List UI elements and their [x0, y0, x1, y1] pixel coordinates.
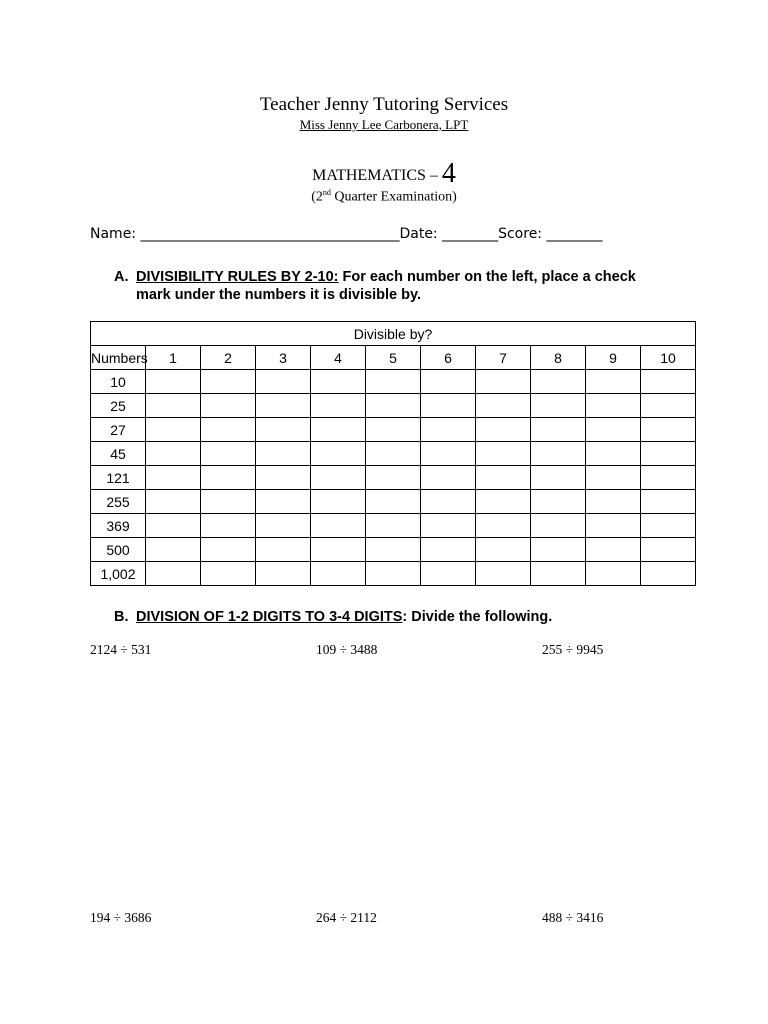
divisor-header: 2 [201, 346, 256, 370]
check-cell[interactable] [256, 442, 311, 466]
check-cell[interactable] [531, 418, 586, 442]
check-cell[interactable] [201, 466, 256, 490]
check-cell[interactable] [366, 442, 421, 466]
number-cell: 27 [91, 418, 146, 442]
check-cell[interactable] [476, 418, 531, 442]
division-problem: 109 ÷ 3488 [316, 642, 378, 657]
check-cell[interactable] [476, 394, 531, 418]
check-cell[interactable] [641, 442, 696, 466]
check-cell[interactable] [146, 538, 201, 562]
divisor-header: 10 [641, 346, 696, 370]
check-cell[interactable] [146, 394, 201, 418]
check-cell[interactable] [311, 418, 366, 442]
check-cell[interactable] [146, 514, 201, 538]
numbers-header: Numbers [91, 346, 146, 370]
divisor-header: 8 [531, 346, 586, 370]
check-cell[interactable] [476, 466, 531, 490]
number-cell: 10 [91, 370, 146, 394]
check-cell[interactable] [586, 394, 641, 418]
check-cell[interactable] [531, 514, 586, 538]
division-problem: 194 ÷ 3686 [90, 910, 152, 925]
check-cell[interactable] [366, 394, 421, 418]
check-cell[interactable] [421, 562, 476, 586]
check-cell[interactable] [586, 514, 641, 538]
check-cell[interactable] [366, 370, 421, 394]
check-cell[interactable] [586, 538, 641, 562]
table-row [91, 466, 696, 490]
table-row [91, 490, 696, 514]
check-cell[interactable] [311, 442, 366, 466]
section-b-instruction: : Divide the following. [402, 609, 553, 625]
check-cell[interactable] [311, 562, 366, 586]
check-cell[interactable] [311, 466, 366, 490]
section-a-heading: DIVISIBILITY RULES BY 2-10: [136, 269, 339, 285]
check-cell[interactable] [256, 418, 311, 442]
table-caption-row [91, 322, 696, 346]
check-cell[interactable] [641, 370, 696, 394]
table-row [91, 538, 696, 562]
check-cell[interactable] [366, 562, 421, 586]
exam-open: ( [311, 189, 316, 205]
check-cell[interactable] [476, 442, 531, 466]
check-cell[interactable] [586, 370, 641, 394]
number-cell: 45 [91, 442, 146, 466]
check-cell[interactable] [531, 466, 586, 490]
check-cell[interactable] [586, 562, 641, 586]
check-cell[interactable] [476, 562, 531, 586]
check-cell[interactable] [146, 562, 201, 586]
section-a-letter: A. [114, 269, 129, 285]
check-cell[interactable] [311, 394, 366, 418]
check-cell[interactable] [201, 562, 256, 586]
check-cell[interactable] [201, 418, 256, 442]
check-cell[interactable] [256, 514, 311, 538]
check-cell[interactable] [146, 490, 201, 514]
table-row [91, 370, 696, 394]
check-cell[interactable] [146, 442, 201, 466]
subject-label: MATHEMATICS – [312, 167, 438, 184]
check-cell[interactable] [201, 370, 256, 394]
check-cell[interactable] [641, 394, 696, 418]
check-cell[interactable] [641, 538, 696, 562]
check-cell[interactable] [421, 442, 476, 466]
table-row [91, 514, 696, 538]
number-cell: 25 [91, 394, 146, 418]
exam-ordinal-suffix: nd [322, 188, 331, 197]
table-row [91, 442, 696, 466]
check-cell[interactable] [146, 466, 201, 490]
check-cell[interactable] [641, 466, 696, 490]
division-problem: 264 ÷ 2112 [316, 910, 377, 925]
number-cell: 255 [91, 490, 146, 514]
check-cell[interactable] [201, 442, 256, 466]
check-cell[interactable] [311, 514, 366, 538]
check-cell[interactable] [366, 466, 421, 490]
teacher-name-text: Miss Jenny Lee Carbonera, LPT [299, 117, 469, 132]
division-problem: 2124 ÷ 531 [90, 642, 152, 657]
table-row [91, 418, 696, 442]
check-cell[interactable] [531, 562, 586, 586]
exam-ordinal: 2 [315, 189, 323, 205]
check-cell[interactable] [421, 418, 476, 442]
divisor-header: 6 [421, 346, 476, 370]
check-cell[interactable] [146, 370, 201, 394]
check-cell[interactable] [311, 370, 366, 394]
page-title: Teacher Jenny Tutoring Services [259, 94, 509, 115]
divisor-header: 1 [146, 346, 201, 370]
check-cell[interactable] [256, 538, 311, 562]
number-cell: 1,002 [91, 562, 146, 586]
check-cell[interactable] [256, 562, 311, 586]
check-cell[interactable] [201, 490, 256, 514]
division-problem: 488 ÷ 3416 [542, 910, 604, 925]
table-row [91, 394, 696, 418]
check-cell[interactable] [256, 466, 311, 490]
divisor-header: 7 [476, 346, 531, 370]
check-cell[interactable] [531, 490, 586, 514]
section-b-instructions [114, 608, 674, 626]
table-row [91, 562, 696, 586]
check-cell[interactable] [641, 562, 696, 586]
check-cell[interactable] [476, 490, 531, 514]
check-cell[interactable] [256, 394, 311, 418]
check-cell[interactable] [366, 490, 421, 514]
check-cell[interactable] [531, 394, 586, 418]
check-cell[interactable] [476, 514, 531, 538]
divisor-header: 4 [311, 346, 366, 370]
check-cell[interactable] [421, 394, 476, 418]
table-caption: Divisible by? [91, 322, 696, 346]
section-a-instructions [114, 268, 674, 304]
check-cell[interactable] [641, 418, 696, 442]
check-cell[interactable] [586, 442, 641, 466]
check-cell[interactable] [531, 442, 586, 466]
section-b-heading: DIVISION OF 1-2 DIGITS TO 3-4 DIGITS [136, 609, 403, 625]
check-cell[interactable] [421, 466, 476, 490]
exam-label [0, 188, 768, 206]
check-cell[interactable] [421, 514, 476, 538]
check-cell[interactable] [531, 538, 586, 562]
check-cell[interactable] [201, 394, 256, 418]
number-cell: 500 [91, 538, 146, 562]
check-cell[interactable] [311, 538, 366, 562]
check-cell[interactable] [421, 370, 476, 394]
check-cell[interactable] [476, 370, 531, 394]
check-cell[interactable] [641, 514, 696, 538]
check-cell[interactable] [531, 370, 586, 394]
check-cell[interactable] [366, 514, 421, 538]
check-cell[interactable] [366, 538, 421, 562]
division-problem: 255 ÷ 9945 [542, 642, 604, 657]
check-cell[interactable] [586, 466, 641, 490]
divisor-header: 5 [366, 346, 421, 370]
check-cell[interactable] [366, 418, 421, 442]
check-cell[interactable] [201, 514, 256, 538]
divisor-header: 9 [586, 346, 641, 370]
table-header-row [91, 346, 696, 370]
student-info-line: Name: _____________________________________Date: ________Score: ________ [90, 226, 603, 242]
check-cell[interactable] [476, 538, 531, 562]
grade-number: 4 [441, 158, 456, 189]
check-cell[interactable] [146, 418, 201, 442]
check-cell[interactable] [256, 370, 311, 394]
check-cell[interactable] [586, 418, 641, 442]
check-cell[interactable] [256, 490, 311, 514]
check-cell[interactable] [201, 538, 256, 562]
check-cell[interactable] [586, 490, 641, 514]
check-cell[interactable] [311, 490, 366, 514]
number-cell: 369 [91, 514, 146, 538]
teacher-name [0, 117, 768, 133]
section-a-instruction-2: mark under the numbers it is divisible by. [136, 287, 421, 303]
divisor-header: 3 [256, 346, 311, 370]
check-cell[interactable] [641, 490, 696, 514]
divisibility-table [90, 321, 696, 586]
check-cell[interactable] [421, 490, 476, 514]
exam-rest: Quarter Examination) [330, 189, 457, 205]
number-cell: 121 [91, 466, 146, 490]
section-b-letter: B. [114, 609, 129, 625]
subject-heading [0, 158, 768, 190]
check-cell[interactable] [421, 538, 476, 562]
section-a-instruction-1: For each number on the left, place a check [338, 269, 636, 285]
